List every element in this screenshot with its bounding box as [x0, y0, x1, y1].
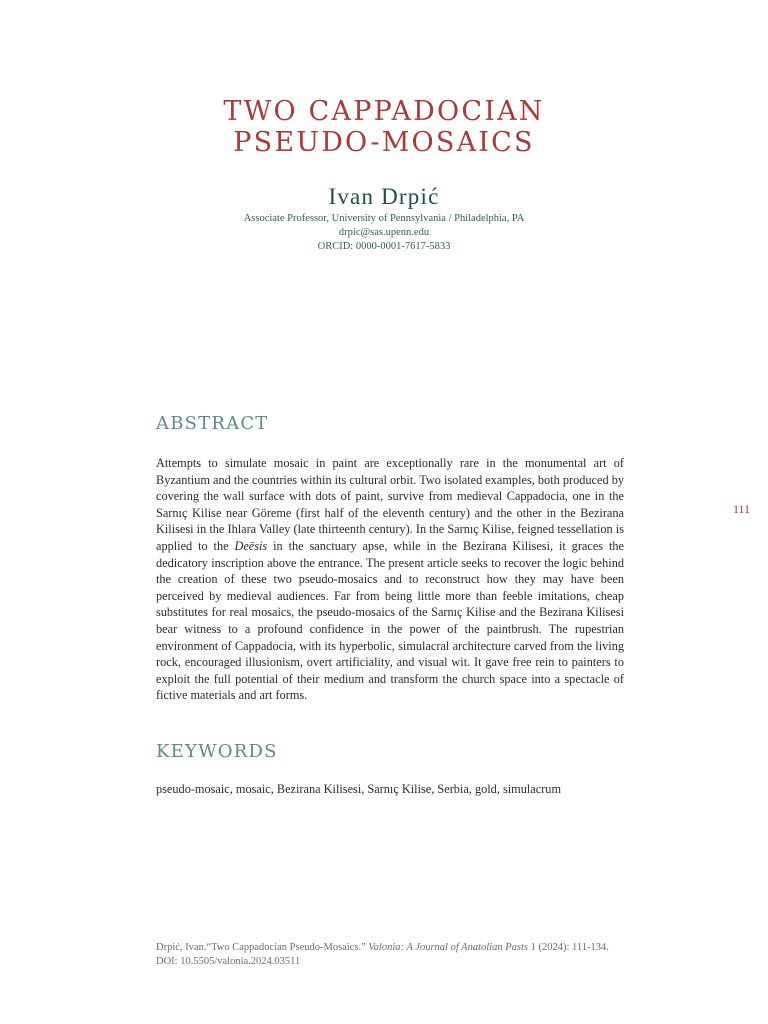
abstract-text-part-1: Attempts to simulate mosaic in paint are exceptionally rare in the monumental art of Byzantium and the countries within its cultural orbit. Two isolated examples, both produced by covering the wall surface with dots of paint, survive from medieval Cappadocia, one in the Sarnıç Kilise near Göreme (first half of the eleventh century) and the other in the Bezirana Kilisesi in the Ihlara Valley (late thirteenth century). In the Sarnıç Kilise, feigned tessellation is applied to the: [156, 456, 624, 553]
author-orcid: ORCID: 0000-0001-7617-5833: [317, 241, 451, 252]
author-affiliation: Associate Professor, University of Pennsylvania / Philadelphia, PA: [243, 213, 525, 224]
abstract-text-italic: Deēsis: [234, 538, 268, 553]
title-line-2: PSEUDO-MOSAICS: [233, 127, 535, 158]
abstract-heading: ABSTRACT: [156, 413, 269, 434]
citation-part-1: Drpić, Ivan.“Two Cappadocian Pseudo-Mosaics.”: [156, 942, 369, 953]
abstract-text-part-2: in the sanctuary apse, while in the Bezirana Kilisesi, it graces the dedicatory inscription above the entrance. The present article seeks to recover the logic behind the creation of these two pseudo-mosaics and to reconstruct how they may have been perceived by medieval audiences. Far from being little more than feeble imitations, cheap substitutes for real mosaics, the pseudo-mosaics of the Sarnıç Kilise and the Bezirana Kilisesi bear witness to a profound confidence in the power of the paintbrush. The rupestrian environment of Cappadocia, with its hyperbolic, simulacral architecture carved from the living rock, encouraged illusionism, overt artificiality, and visual wit. It gave free rein to painters to exploit the full potential of their medium and transform the church space into a spectacle of fictive materials and art forms.: [156, 538, 624, 703]
author-details: [0, 212, 768, 254]
citation-part-2: 1 (2024): 111-134. DOI: 10.5505/valonia.2024.03511: [156, 942, 609, 967]
author-email: drpic@sas.upenn.edu: [338, 227, 430, 238]
article-title: [0, 96, 768, 158]
keywords-text: pseudo-mosaic, mosaic, Bezirana Kilisesi, Sarnıç Kilise, Serbia, gold, simulacrum: [156, 782, 562, 796]
citation-footer: [156, 941, 616, 968]
page-number: 111: [733, 502, 751, 516]
keywords-heading: KEYWORDS: [156, 741, 278, 762]
author-name: Ivan Drpić: [328, 184, 440, 209]
abstract-text: [156, 455, 624, 704]
title-line-1: TWO CAPPADOCIAN: [223, 96, 545, 127]
citation-journal: Valonia: A Journal of Anatolian Pasts: [368, 942, 528, 953]
